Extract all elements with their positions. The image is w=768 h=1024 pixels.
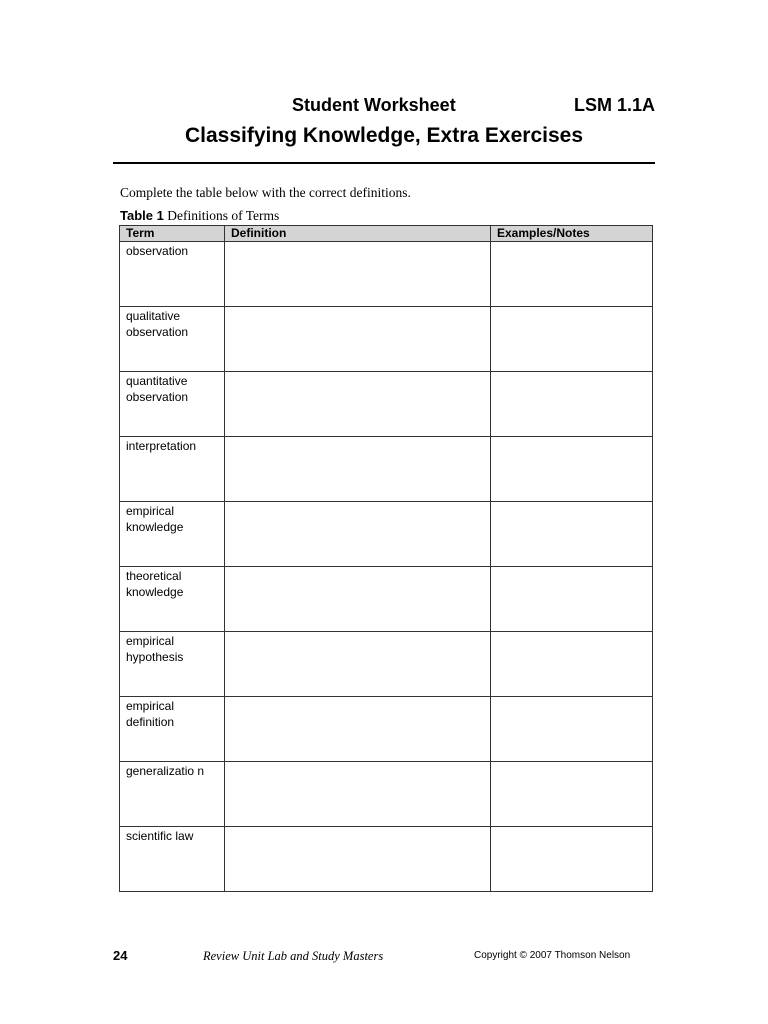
definition-cell[interactable] [225,307,491,372]
table-caption-text: Definitions of Terms [167,208,280,223]
page-title: Classifying Knowledge, Extra Exercises [185,124,583,147]
definition-cell[interactable] [225,567,491,632]
definition-cell[interactable] [225,632,491,697]
term-cell: scientific law [120,827,225,892]
term-cell: empirical knowledge [120,502,225,567]
definition-cell[interactable] [225,372,491,437]
definition-cell[interactable] [225,827,491,892]
term-cell: empirical hypothesis [120,632,225,697]
definition-cell[interactable] [225,697,491,762]
copyright-notice: Copyright © 2007 Thomson Nelson [474,950,631,961]
term-cell: generalizatio n [120,762,225,827]
examples-cell[interactable] [491,502,653,567]
table-row [120,762,653,827]
definition-cell[interactable] [225,242,491,307]
examples-cell[interactable] [491,697,653,762]
definition-cell[interactable] [225,502,491,567]
instructions-text: Complete the table below with the correct definitions. [120,185,411,200]
examples-cell[interactable] [491,827,653,892]
definition-cell[interactable] [225,437,491,502]
examples-cell[interactable] [491,632,653,697]
table-row [120,242,653,307]
examples-cell[interactable] [491,567,653,632]
table-row [120,697,653,762]
page-footer [0,948,768,966]
examples-cell[interactable] [491,762,653,827]
worksheet-code: LSM 1.1A [573,95,655,115]
examples-cell[interactable] [491,437,653,502]
table-row [120,307,653,372]
worksheet-header [0,95,768,117]
examples-cell[interactable] [491,242,653,307]
term-cell: quantitative observation [120,372,225,437]
table-caption-label: Table 1 [120,208,164,223]
term-cell: theoretical knowledge [120,567,225,632]
header-divider [113,162,655,164]
table-row [120,372,653,437]
table-caption [120,208,279,224]
table-row [120,632,653,697]
term-cell: interpretation [120,437,225,502]
table-row [120,502,653,567]
worksheet-label: Student Worksheet [292,95,456,115]
book-title: Review Unit Lab and Study Masters [203,949,384,963]
page-number: 24 [113,948,128,963]
table-header-row [120,226,653,242]
table-row [120,827,653,892]
definitions-table [119,225,653,892]
examples-cell[interactable] [491,372,653,437]
term-cell: observation [120,242,225,307]
term-cell: qualitative observation [120,307,225,372]
column-header-definition: Definition [225,226,491,242]
column-header-examples: Examples/Notes [491,226,653,242]
definition-cell[interactable] [225,762,491,827]
table-row [120,437,653,502]
column-header-term: Term [120,226,225,242]
examples-cell[interactable] [491,307,653,372]
table-row [120,567,653,632]
term-cell: empirical definition [120,697,225,762]
